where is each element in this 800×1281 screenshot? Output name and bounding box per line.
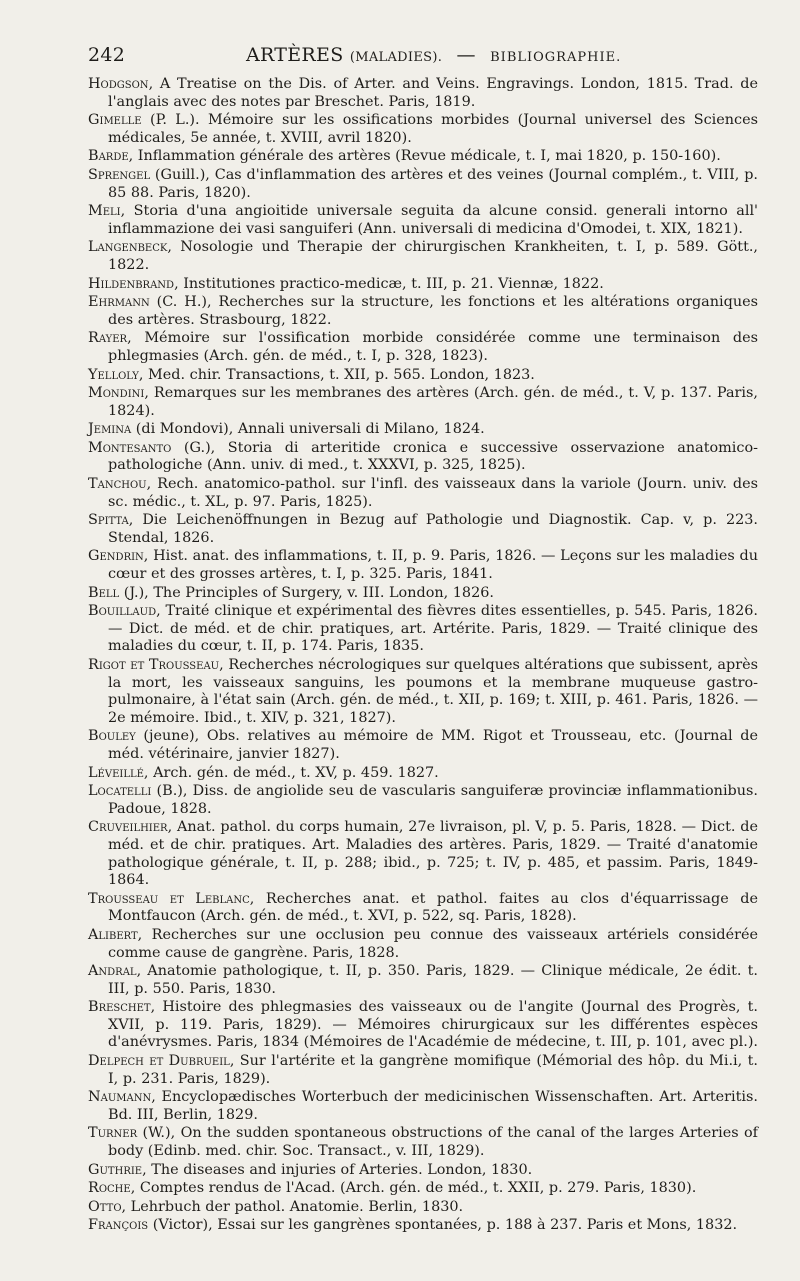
bibliography-entry: [88, 421, 758, 439]
bibliography-entry: [88, 385, 758, 420]
bibliography-entry: [88, 1217, 758, 1235]
entry-text: , Mémoire sur l'ossification morbide considérée comme une terminaison des phlegmasies (Arch. gén. de méd., t. I, p. 328, 1823).: [108, 330, 758, 364]
entry-author: Léveillé: [88, 764, 144, 781]
entry-author: Jemina: [88, 421, 132, 438]
entry-text: , Institutiones practico-medicæ, t. III, p. 21. Viennæ, 1822.: [174, 275, 604, 292]
bibliography-entry: [88, 783, 758, 818]
entry-author: Langenbeck: [88, 239, 168, 256]
bibliography-entry: [88, 1162, 758, 1180]
entry-author: Delpech et Dubrueil: [88, 1053, 230, 1070]
header-title: ARTÈRES: [246, 44, 344, 66]
entry-author: Gendrin: [88, 548, 144, 565]
entry-text: (P. L.). Mémoire sur les ossifications morbides (Journal universel des Sciences médicales, 5e année, t. XVIII, avril 1820).: [108, 112, 758, 146]
running-header: [88, 44, 758, 66]
entry-author: Cruveilhier: [88, 819, 168, 836]
bibliography-entry: [88, 476, 758, 511]
entry-text: , The diseases and injuries of Arteries. London, 1830.: [142, 1161, 533, 1178]
entry-text: , Traité clinique et expérimental des fièvres dites essentielles, p. 545. Paris, 1826. — Dict. de méd. et de chir. pratiques, art. Artérite. Paris, 1829. — Traité clinique des maladies du cœur, t. II, p. 174. Paris, 1835.: [108, 603, 758, 655]
entry-text: (Guill.), Cas d'inflammation des artères et des veines (Journal complém., t. VIII, p. 85 88. Paris, 1820).: [108, 166, 758, 201]
entry-author: Spitta: [88, 512, 129, 529]
entry-author: Hildenbrand: [88, 275, 175, 292]
entry-text: , Nosologie und Therapie der chirurgischen Krankheiten, t. I, p. 589. Gött., 1822.: [108, 239, 758, 273]
bibliography-entry: [88, 728, 758, 763]
bibliography-entry: [88, 294, 758, 329]
bibliography-entry: [88, 1053, 758, 1088]
bibliography-entry: [88, 1199, 758, 1217]
header-separator: —: [456, 44, 476, 66]
entry-author: Trousseau et Leblanc: [88, 890, 250, 907]
entry-author: Roche: [88, 1180, 131, 1197]
entry-author: Gimelle: [88, 112, 142, 129]
entry-author: Rigot et Trousseau: [88, 657, 220, 673]
page-number: 242: [88, 44, 126, 66]
entry-author: Rayer: [88, 330, 128, 347]
bibliography-entry: [88, 167, 758, 202]
entry-author: François: [88, 1217, 149, 1234]
header-section: BIBLIOGRAPHIE.: [490, 50, 622, 65]
bibliography-entry: [88, 963, 758, 998]
bibliography-entry: [88, 512, 758, 547]
entry-text: (G.), Storia di arteritide cronica e successive osservazione anatomico-pathologiche (Ann. univ. di med., t. XXXVI, p. 325, 1825).: [108, 439, 758, 474]
bibliography-entry: [88, 440, 758, 475]
entry-text: , Recherches nécrologiques sur quelques altérations que subissent, après la mort, les vaisseaux sanguins, les poumons et la membrane muqueuse gastro-pulmonaire, à l'état sain (Arch. gén. de méd., t. XII, p. 169; t. XIII, p. 461. Paris, 1826. — 2e mémoire. Ibid., t. XIV, p. 321, 1827).: [108, 657, 758, 726]
bibliography-entry: [88, 548, 758, 583]
entry-text: (jeune), Obs. relatives au mémoire de MM. Rigot et Trousseau, etc. (Journal de méd. vétérinaire, janvier 1827).: [108, 728, 758, 762]
bibliography-entry: [88, 585, 758, 603]
entry-text: , Encyclopædisches Worterbuch der medicinischen Wissenschaften. Art. Arteritis. Bd. III, Berlin, 1829.: [108, 1089, 758, 1123]
entry-author: Sprengel: [88, 166, 151, 183]
entry-text: (C. H.), Recherches sur la structure, les fonctions et les altérations organiques des artères. Strasbourg, 1822.: [108, 294, 758, 328]
bibliography-entry: [88, 657, 758, 727]
entry-author: Andral: [88, 963, 137, 980]
entry-author: Yelloly: [88, 366, 139, 383]
entry-text: , Lehrbuch der pathol. Anatomie. Berlin, 1830.: [121, 1198, 464, 1215]
bibliography-entry: [88, 927, 758, 962]
bibliography-entry: [88, 239, 758, 274]
header-title-sub: (MALADIES).: [349, 50, 443, 65]
entry-text: , Die Leichenöffnungen in Bezug auf Pathologie und Diagnostik. Cap. v, p. 223. Stendal, 1826.: [108, 512, 758, 546]
entry-author: Alibert: [88, 926, 138, 943]
entry-text: , Inflammation générale des artères (Revue médicale, t. I, mai 1820, p. 150-160).: [128, 148, 721, 165]
entry-text: , Anat. pathol. du corps humain, 27e livraison, pl. V, p. 5. Paris, 1828. — Dict. de méd. et de chir. pratiques. Art. Maladies des artères. Paris, 1829. — Traité d'anatomie pathologique générale, t. II, p. 288; ibid., p. 725; t. IV, p. 485, et passim. Paris, 1849-1864.: [108, 819, 758, 889]
entry-text: (W.), On the sudden spontaneous obstructions of the canal of the larges Arteries of body (Edinb. med. chir. Soc. Transact., v. III, 1829).: [108, 1125, 758, 1160]
bibliography-entry: [88, 819, 758, 889]
bibliography-entry: [88, 891, 758, 926]
entry-text: , Remarques sur les membranes des artères (Arch. gén. de méd., t. V, p. 137. Paris, 1824).: [108, 385, 758, 419]
entry-text: , Sur l'artérite et la gangrène momifique (Mémorial des hôp. du Mi.i, t. I, p. 231. Paris, 1829).: [108, 1053, 758, 1087]
bibliography-entry: [88, 112, 758, 147]
entry-text: , Comptes rendus de l'Acad. (Arch. gén. de méd., t. XXII, p. 279. Paris, 1830).: [130, 1180, 697, 1197]
entry-text: (Victor), Essai sur les gangrènes spontanées, p. 188 à 237. Paris et Mons, 1832.: [148, 1217, 738, 1234]
bibliography-entry: [88, 203, 758, 238]
entry-author: Tanchou: [88, 476, 147, 493]
bibliography-entry: [88, 999, 758, 1052]
bibliography-entry: [88, 276, 758, 294]
entry-text: , Anatomie pathologique, t. II, p. 350. Paris, 1829. — Clinique médicale, 2e édit. t. III, p. 550. Paris, 1830.: [108, 963, 758, 997]
entry-author: Bouley: [88, 728, 136, 745]
entry-text: , Recherches anat. et pathol. faites au clos d'équarrissage de Montfaucon (Arch. gén. de méd., t. XVI, p. 522, sq. Paris, 1828).: [108, 890, 758, 925]
entry-author: Bell: [88, 584, 120, 601]
entry-text: , Med. chir. Transactions, t. XII, p. 565. London, 1823.: [138, 366, 535, 383]
entry-author: Locatelli: [88, 783, 152, 800]
bibliography-entry: [88, 1180, 758, 1198]
entry-author: Ehrmann: [88, 294, 150, 311]
entry-author: Barde: [88, 148, 129, 165]
entry-text: (di Mondovi), Annali universali di Milano, 1824.: [131, 421, 485, 438]
bibliography-entry: [88, 330, 758, 365]
entry-author: Otto: [88, 1198, 122, 1215]
entry-text: , Storia d'una angioitide universale seguita da alcune consid. generali intorno all' inflammazione dei vasi sanguiferi (Ann. universali di medicina d'Omodei, t. XIX, 1821).: [108, 203, 758, 237]
entry-text: , Hist. anat. des inflammations, t. II, p. 9. Paris, 1826. — Leçons sur les maladies du cœur et des grosses artères, t. I, p. 325. Paris, 1841.: [108, 548, 758, 583]
entry-author: Turner: [88, 1125, 138, 1142]
bibliography-entry: [88, 148, 758, 166]
bibliography-entry: [88, 1089, 758, 1124]
entry-author: Hodgson: [88, 76, 149, 92]
entry-author: Mondini: [88, 385, 145, 402]
entry-text: , Histoire des phlegmasies des vaisseaux ou de l'angite (Journal des Progrès, t. XVII, p. 119. Paris, 1829). — Mémoires chirurgicaux sur les différentes espèces d'anévrysmes. Paris, 1834 (Mémoires de l'Académie de médecine, t. III, p. 101, avec pl.).: [108, 999, 759, 1051]
bibliography-list: [88, 76, 758, 1235]
entry-author: Breschet: [88, 999, 151, 1016]
entry-author: Montesanto: [88, 439, 172, 456]
entry-text: , Recherches sur une occlusion peu connue des vaisseaux artériels considérée comme cause de gangrène. Paris, 1828.: [108, 926, 758, 961]
bibliography-entry: [88, 76, 758, 111]
entry-text: (B.), Diss. de angiolide seu de vascularis sanguiferæ provinciæ inflammationibus. Padoue, 1828.: [108, 783, 758, 817]
entry-text: , A Treatise on the Dis. of Arter. and Veins. Engravings. London, 1815. Trad. de l'anglais avec des notes par Breschet. Paris, 1819.: [108, 76, 758, 110]
header-title-block: [188, 44, 758, 66]
entry-author: Guthrie: [88, 1161, 143, 1178]
bibliography-entry: [88, 367, 758, 385]
entry-text: , Rech. anatomico-pathol. sur l'infl. des vaisseaux dans la variole (Journ. univ. des sc. médic., t. XL, p. 97. Paris, 1825).: [108, 476, 758, 510]
entry-author: Meli: [88, 203, 121, 220]
bibliography-entry: [88, 1125, 758, 1160]
bibliography-entry: [88, 765, 758, 783]
entry-text: , Arch. gén. de méd., t. XV, p. 459. 1827.: [143, 764, 439, 781]
entry-author: Bouillaud: [88, 603, 157, 620]
entry-author: Naumann: [88, 1089, 152, 1106]
bibliography-entry: [88, 603, 758, 656]
entry-text: (J.), The Principles of Surgery, v. III. London, 1826.: [119, 584, 494, 601]
